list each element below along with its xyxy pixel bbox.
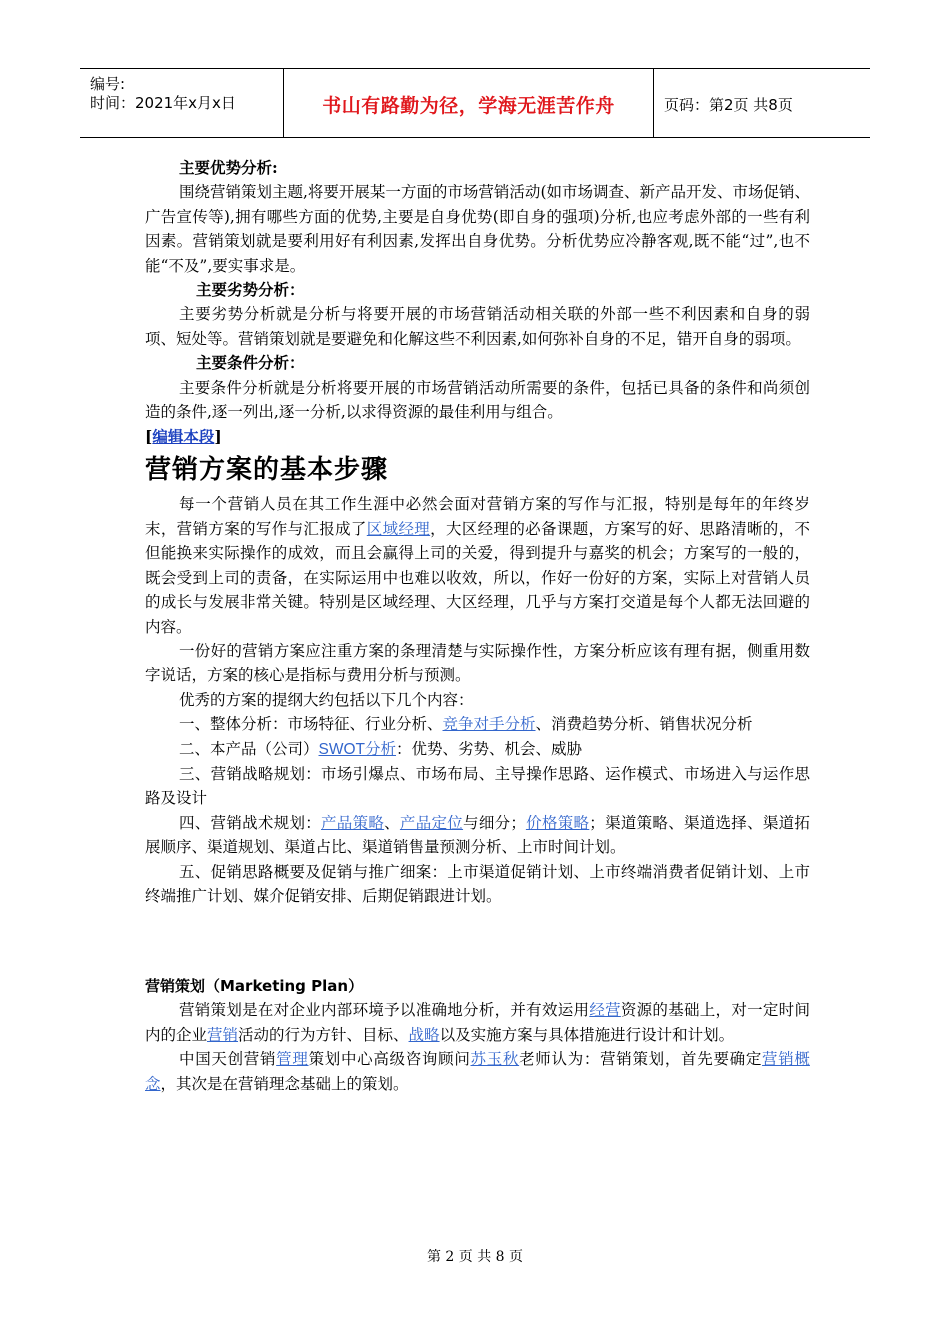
product-strategy-link[interactable]: 产品策略 [321, 813, 385, 832]
header-motto: 书山有路勤为径，学海无涯苦作舟 [322, 95, 615, 117]
page-header [80, 68, 870, 138]
competitor-analysis-link[interactable]: 竞争对手分析 [442, 715, 536, 734]
header-page-info: 页码：第2页 共8页 [664, 96, 793, 114]
header-divider [653, 69, 654, 137]
price-strategy-link[interactable]: 价格策略 [525, 813, 590, 832]
marketing-concept-link[interactable]: 营销概念 [145, 1050, 810, 1093]
header-meta [90, 75, 236, 113]
edit-section-link[interactable]: 编辑本段 [152, 427, 215, 447]
condition-title: 主要条件分析： [196, 353, 305, 373]
consultant-name-link[interactable]: 苏玉秋 [470, 1050, 520, 1069]
plan-quality-paragraph: 一份好的营销方案应注重方案的条理清楚与实际操作性，方案分析应该有理有据，侧重用数字说话，方案的核心是指标与费用分析与预测。 [145, 641, 810, 685]
outline-item: 四、营销战术规划：产品策略、产品定位与细分；价格策略；渠道策略、渠道选择、渠道拓展顺序、渠道规划、渠道占比、渠道销售量预测分析、上市时间计划。 [145, 813, 810, 857]
product-positioning-link[interactable]: 产品定位 [399, 813, 464, 832]
marketing-link[interactable]: 营销 [207, 1025, 239, 1044]
edit-section: [编辑本段] [145, 427, 222, 447]
weakness-title: 主要劣势分析： [196, 280, 305, 300]
outline-item: 二、本产品（公司）SWOT分析：优势、劣势、机会、威胁 [179, 739, 583, 758]
outline-intro: 优秀的方案的提纲大约包括以下几个内容： [179, 690, 474, 709]
section-title: 营销方案的基本步骤 [145, 455, 389, 486]
number-label: 编号: [90, 75, 126, 93]
marketing-plan-title: 营销策划（Marketing Plan） [145, 977, 364, 996]
outline-item: 五、促销思路概要及促销与推广细案：上市渠道促销计划、上市终端消费者促销计划、上市终端推广计划、媒介促销安排、后期促销跟进计划。 [145, 862, 810, 905]
strength-paragraph: 围绕营销策划主题,将要开展某一方面的市场营销活动(如市场调查、新产品开发、市场促销、广告宣传等),拥有哪些方面的优势,主要是自身优势(即自身的强项)分析,也应考虑外部的一些有利因素。营销策划就是要利用好有利因素,发挥出自身优势。分析优势应冷静客观,既不能“过”,也不能“不及”,要实事求是。 [145, 183, 810, 275]
swot-analysis-link[interactable]: SWOT分析 [318, 740, 397, 758]
management-link[interactable]: 管理 [276, 1050, 309, 1069]
document-body [145, 156, 810, 1096]
marketing-plan-paragraph: 营销策划是在对企业内部环境予以准确地分析，并有效运用经营资源的基础上，对一定时间内的企业营销活动的行为方针、目标、战略以及实施方案与具体措施进行设计和计划。 [145, 1001, 810, 1044]
consultant-paragraph: 中国天创营销管理策划中心高级咨询顾问苏玉秋老师认为：营销策划，首先要确定营销概念，其次是在营销理念基础上的策划。 [145, 1050, 810, 1093]
strategy-link[interactable]: 战略 [408, 1025, 440, 1044]
time-label: 时间：2021年x月x日 [90, 94, 236, 112]
operation-link[interactable]: 经营 [589, 1001, 621, 1020]
regional-manager-link[interactable]: 区域经理 [366, 519, 431, 538]
intro-paragraph: 每一个营销人员在其工作生涯中必然会面对营销方案的写作与汇报，特别是每年的年终岁末，营销方案的写作与汇报成了区域经理，大区经理的必备课题，方案写的好、思路清晰的，不但能换来实际操作的成效，而且会赢得上司的关爱，得到提升与嘉奖的机会；方案写的一般的，既会受到上司的责备，在实际运用中也难以收效，所以，作好一份好的方案，实际上对营销人员的成长与发展非常关键。特别是区域经理、大区经理，几乎与方案打交道是每个人都无法回避的内容。 [145, 495, 810, 636]
strength-title: 主要优势分析: [179, 158, 278, 177]
condition-paragraph: 主要条件分析就是分析将要开展的市场营销活动所需要的条件，包括已具备的条件和尚须创造的条件,逐一列出,逐一分析,以求得资源的最佳利用与组合。 [145, 378, 810, 422]
outline-item: 一、整体分析：市场特征、行业分析、竞争对手分析、消费趋势分析、销售状况分析 [179, 715, 753, 734]
outline-item: 三、营销战略规划：市场引爆点、市场布局、主导操作思路、运作模式、市场进入与运作思路及设计 [145, 764, 810, 808]
page-footer: 第 2 页 共 8 页 [426, 1249, 524, 1265]
weakness-paragraph: 主要劣势分析就是分析与将要开展的市场营销活动相关联的外部一些不利因素和自身的弱项、短处等。营销策划就是要避免和化解这些不利因素,如何弥补自身的不足，错开自身的弱项。 [145, 305, 810, 348]
